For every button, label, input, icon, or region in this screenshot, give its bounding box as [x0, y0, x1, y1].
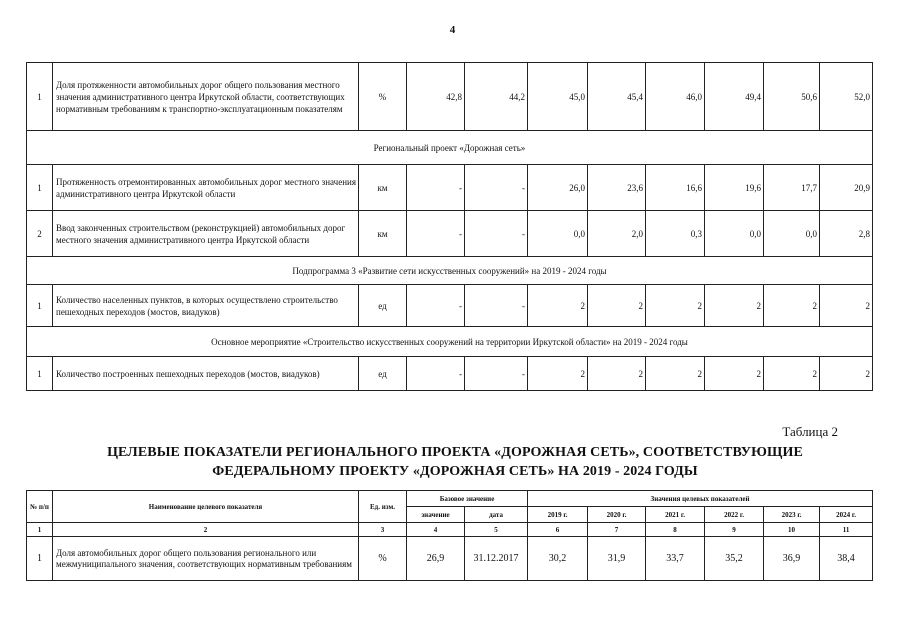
- value-cell: 0,0: [764, 211, 820, 257]
- header-unit: Ед. изм.: [359, 491, 407, 523]
- column-number: 3: [359, 523, 407, 537]
- header-row: [27, 491, 873, 507]
- header-value: значение: [407, 507, 465, 523]
- row-number: 1: [27, 63, 53, 131]
- value-cell: 16,6: [646, 165, 705, 211]
- value-cell: 17,7: [764, 165, 820, 211]
- value-cell: 2,0: [588, 211, 646, 257]
- value-cell: -: [407, 285, 465, 327]
- value-cell: 31,9: [588, 537, 646, 581]
- header-year: 2020 г.: [588, 507, 646, 523]
- header-targets: Значения целевых показателей: [528, 491, 873, 507]
- page-title: [40, 443, 870, 481]
- section-row: [27, 257, 873, 285]
- value-cell: 49,4: [705, 63, 764, 131]
- indicators-table-continued: [26, 62, 873, 391]
- value-cell: 2: [705, 357, 764, 391]
- value-cell: 2: [764, 357, 820, 391]
- value-cell: 19,6: [705, 165, 764, 211]
- column-number: 9: [705, 523, 764, 537]
- value-cell: 2: [820, 357, 873, 391]
- unit-cell: км: [359, 165, 407, 211]
- value-cell: 2: [528, 285, 588, 327]
- table-row: [27, 63, 873, 131]
- value-cell: 0,0: [528, 211, 588, 257]
- indicator-name: Протяженность отремонтированных автомобильных дорог местного значения административного центра Иркутской области: [53, 165, 359, 211]
- value-cell: -: [407, 211, 465, 257]
- value-cell: 46,0: [646, 63, 705, 131]
- value-cell: 38,4: [820, 537, 873, 581]
- value-cell: 42,8: [407, 63, 465, 131]
- value-cell: 20,9: [820, 165, 873, 211]
- table-row: [27, 165, 873, 211]
- value-cell: 33,7: [646, 537, 705, 581]
- column-number: 5: [465, 523, 528, 537]
- value-cell: 2: [820, 285, 873, 327]
- value-cell: 36,9: [764, 537, 820, 581]
- row-number: 1: [27, 165, 53, 211]
- row-number: 1: [27, 285, 53, 327]
- value-cell: -: [407, 165, 465, 211]
- value-cell: 2: [646, 285, 705, 327]
- unit-cell: %: [359, 63, 407, 131]
- table-caption: Таблица 2: [782, 424, 838, 439]
- value-cell: 50,6: [764, 63, 820, 131]
- value-cell: 52,0: [820, 63, 873, 131]
- unit-cell: ед: [359, 357, 407, 391]
- base-date-cell: 31.12.2017: [465, 537, 528, 581]
- value-cell: 2: [764, 285, 820, 327]
- title-line: ФЕДЕРАЛЬНОМУ ПРОЕКТУ «ДОРОЖНАЯ СЕТЬ» НА 2019 - 2024 ГОДЫ: [212, 464, 698, 479]
- indicator-name: Количество населенных пунктов, в которых осуществлено строительство пешеходных переходов (мостов, виадуков): [53, 285, 359, 327]
- value-cell: 44,2: [465, 63, 528, 131]
- column-number: 7: [588, 523, 646, 537]
- column-number: 6: [528, 523, 588, 537]
- value-cell: 35,2: [705, 537, 764, 581]
- section-title: Региональный проект «Дорожная сеть»: [27, 131, 873, 165]
- header-year: 2024 г.: [820, 507, 873, 523]
- indicator-name: Ввод законченных строительством (реконструкцией) автомобильных дорог местного значения административного центра Иркутской области: [53, 211, 359, 257]
- header-name: Наименование целевого показателя: [53, 491, 359, 523]
- base-value-cell: 26,9: [407, 537, 465, 581]
- section-title: Подпрограмма 3 «Развитие сети искусственных сооружений» на 2019 - 2024 годы: [27, 257, 873, 285]
- value-cell: 2: [588, 357, 646, 391]
- column-number: 11: [820, 523, 873, 537]
- header-year: 2023 г.: [764, 507, 820, 523]
- value-cell: 2: [705, 285, 764, 327]
- page-number: 4: [449, 24, 456, 36]
- value-cell: 26,0: [528, 165, 588, 211]
- section-row: [27, 131, 873, 165]
- column-number: 4: [407, 523, 465, 537]
- value-cell: 45,4: [588, 63, 646, 131]
- section-title: Основное мероприятие «Строительство искусственных сооружений на территории Иркутской области» на 2019 - 2024 годы: [27, 327, 873, 357]
- value-cell: 23,6: [588, 165, 646, 211]
- header-date: дата: [465, 507, 528, 523]
- column-number: 8: [646, 523, 705, 537]
- value-cell: 2,8: [820, 211, 873, 257]
- table-row: [27, 537, 873, 581]
- table-row: [27, 211, 873, 257]
- value-cell: -: [465, 357, 528, 391]
- header-year: 2022 г.: [705, 507, 764, 523]
- indicator-name: Доля протяженности автомобильных дорог общего пользования местного значения административного центра Иркутской области, соответствующих нормативным требованиям к транспортно-эксплуатационным показателям: [53, 63, 359, 131]
- value-cell: 0,0: [705, 211, 764, 257]
- column-numbers-row: [27, 523, 873, 537]
- table-row: [27, 357, 873, 391]
- column-number: 2: [53, 523, 359, 537]
- value-cell: -: [465, 165, 528, 211]
- value-cell: 2: [646, 357, 705, 391]
- unit-cell: ед: [359, 285, 407, 327]
- indicator-name: Количество построенных пешеходных переходов (мостов, виадуков): [53, 357, 359, 391]
- unit-cell: %: [359, 537, 407, 581]
- target-indicators-table: [26, 490, 873, 581]
- indicator-name: Доля автомобильных дорог общего пользования регионального или межмуниципального значения, соответствующих нормативным требованиям: [53, 537, 359, 581]
- value-cell: 45,0: [528, 63, 588, 131]
- value-cell: -: [465, 211, 528, 257]
- value-cell: 0,3: [646, 211, 705, 257]
- table-row: [27, 285, 873, 327]
- value-cell: 30,2: [528, 537, 588, 581]
- section-row: [27, 327, 873, 357]
- row-number: 2: [27, 211, 53, 257]
- header-year: 2021 г.: [646, 507, 705, 523]
- value-cell: 2: [588, 285, 646, 327]
- header-base: Базовое значение: [407, 491, 528, 507]
- unit-cell: км: [359, 211, 407, 257]
- column-number: 1: [27, 523, 53, 537]
- column-number: 10: [764, 523, 820, 537]
- title-line: ЦЕЛЕВЫЕ ПОКАЗАТЕЛИ РЕГИОНАЛЬНОГО ПРОЕКТА «ДОРОЖНАЯ СЕТЬ», СООТВЕТСТВУЮЩИЕ: [107, 445, 803, 460]
- header-year: 2019 г.: [528, 507, 588, 523]
- row-number: 1: [27, 357, 53, 391]
- row-number: 1: [27, 537, 53, 581]
- value-cell: 2: [528, 357, 588, 391]
- header-num: № п/п: [27, 491, 53, 523]
- value-cell: -: [407, 357, 465, 391]
- value-cell: -: [465, 285, 528, 327]
